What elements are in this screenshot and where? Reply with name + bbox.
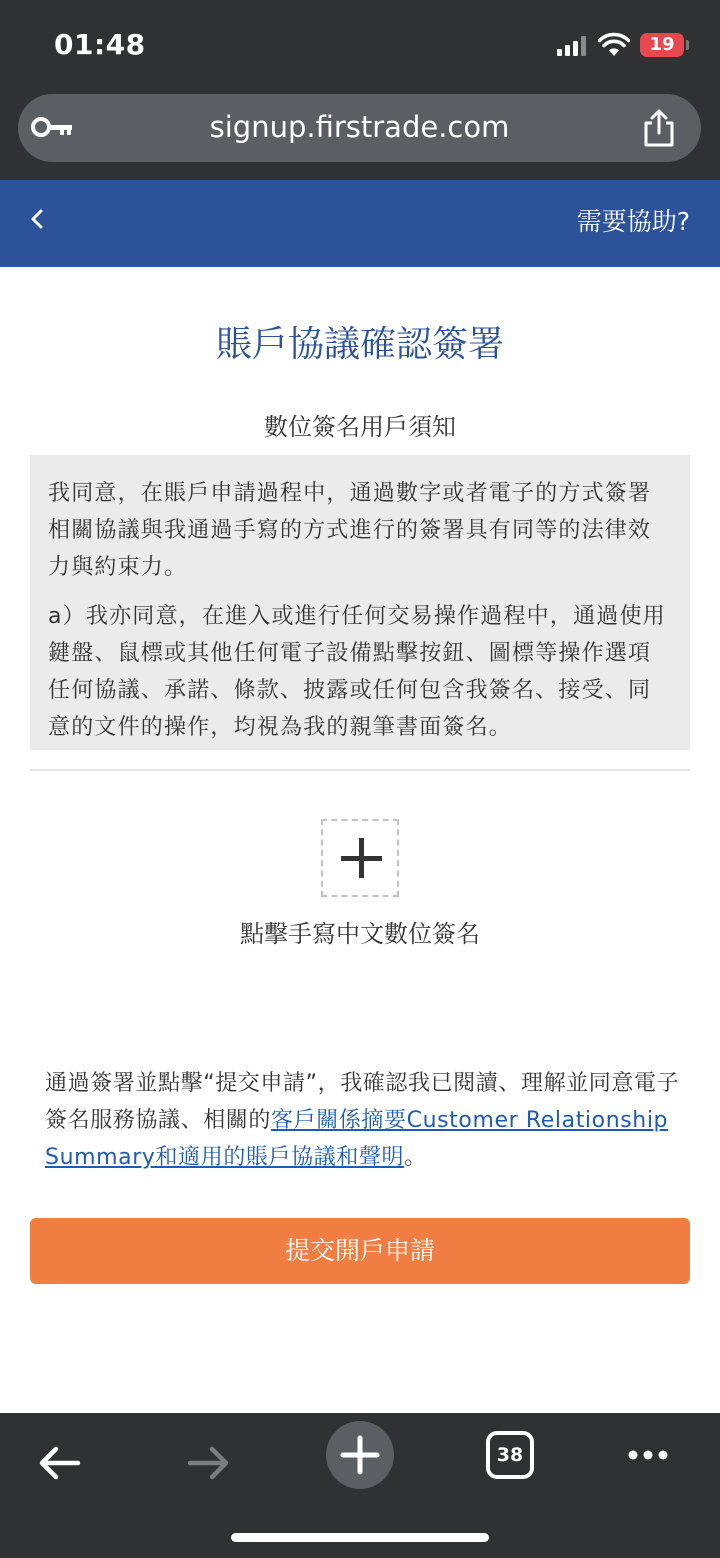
plus-icon-bar — [341, 856, 382, 861]
page-title: 賬戶協議確認簽署 — [215, 324, 504, 365]
divider — [30, 769, 690, 771]
battery-indicator: 19 — [640, 33, 684, 57]
cellular-signal-icon — [557, 36, 587, 56]
notice-paragraph: a）我亦同意，在進入或進行任何交易操作過程中，通過使用鍵盤、鼠標或其他任何電子設備點擊按鈕、圖標等操作選項任何協議、承諾、條款、披露或任何包含我簽名、接受、同意的文件的操作，均視為我的親筆書面簽名。 — [48, 604, 666, 740]
help-link[interactable]: 需要協助? — [576, 207, 690, 236]
signature-label[interactable]: 點擊手寫中文數位簽名 — [240, 920, 480, 948]
agreements-link[interactable]: 客戶關係摘要Customer Relationship Summary和適用的賬戶協議和聲明 — [45, 1108, 669, 1170]
consent-prefix: 通過簽署並點擊“提交申請”，我確認我已閱讀、理解並同意電子簽名服務協議、相關的 — [45, 1071, 680, 1133]
add-signature-button[interactable] — [321, 819, 399, 897]
new-tab-button[interactable] — [326, 1421, 394, 1489]
forward-arrow-icon[interactable] — [180, 1433, 240, 1493]
new-tab-plus-icon — [326, 1421, 394, 1489]
share-icon[interactable] — [640, 108, 678, 148]
more-dots-icon[interactable] — [620, 1433, 680, 1493]
back-arrow-icon[interactable] — [30, 1433, 90, 1493]
site-header — [0, 180, 720, 267]
address-bar[interactable] — [18, 94, 701, 162]
consent-suffix: 。 — [404, 1145, 427, 1170]
browser-top-bar — [0, 0, 720, 180]
battery-nub — [686, 40, 689, 50]
submit-application-button[interactable]: 提交開戶申請 — [30, 1218, 690, 1284]
home-indicator — [231, 1533, 489, 1542]
notice-box — [30, 455, 690, 750]
notice-paragraph: 我同意，在賬戶申請過程中，通過數字或者電子的方式簽署相關協議與我通過手寫的方式進行的簽署具有同等的法律效力與約束力。 — [48, 481, 652, 580]
tabs-icon[interactable]: 38 — [486, 1431, 534, 1479]
notice-heading: 數位簽名用戶須知 — [264, 413, 456, 441]
status-time: 01:48 — [54, 28, 146, 61]
consent-text — [45, 1065, 685, 1176]
url-text[interactable]: signup.firstrade.com — [209, 110, 510, 144]
chevron-left-icon[interactable] — [26, 204, 48, 234]
wifi-icon — [598, 32, 630, 58]
